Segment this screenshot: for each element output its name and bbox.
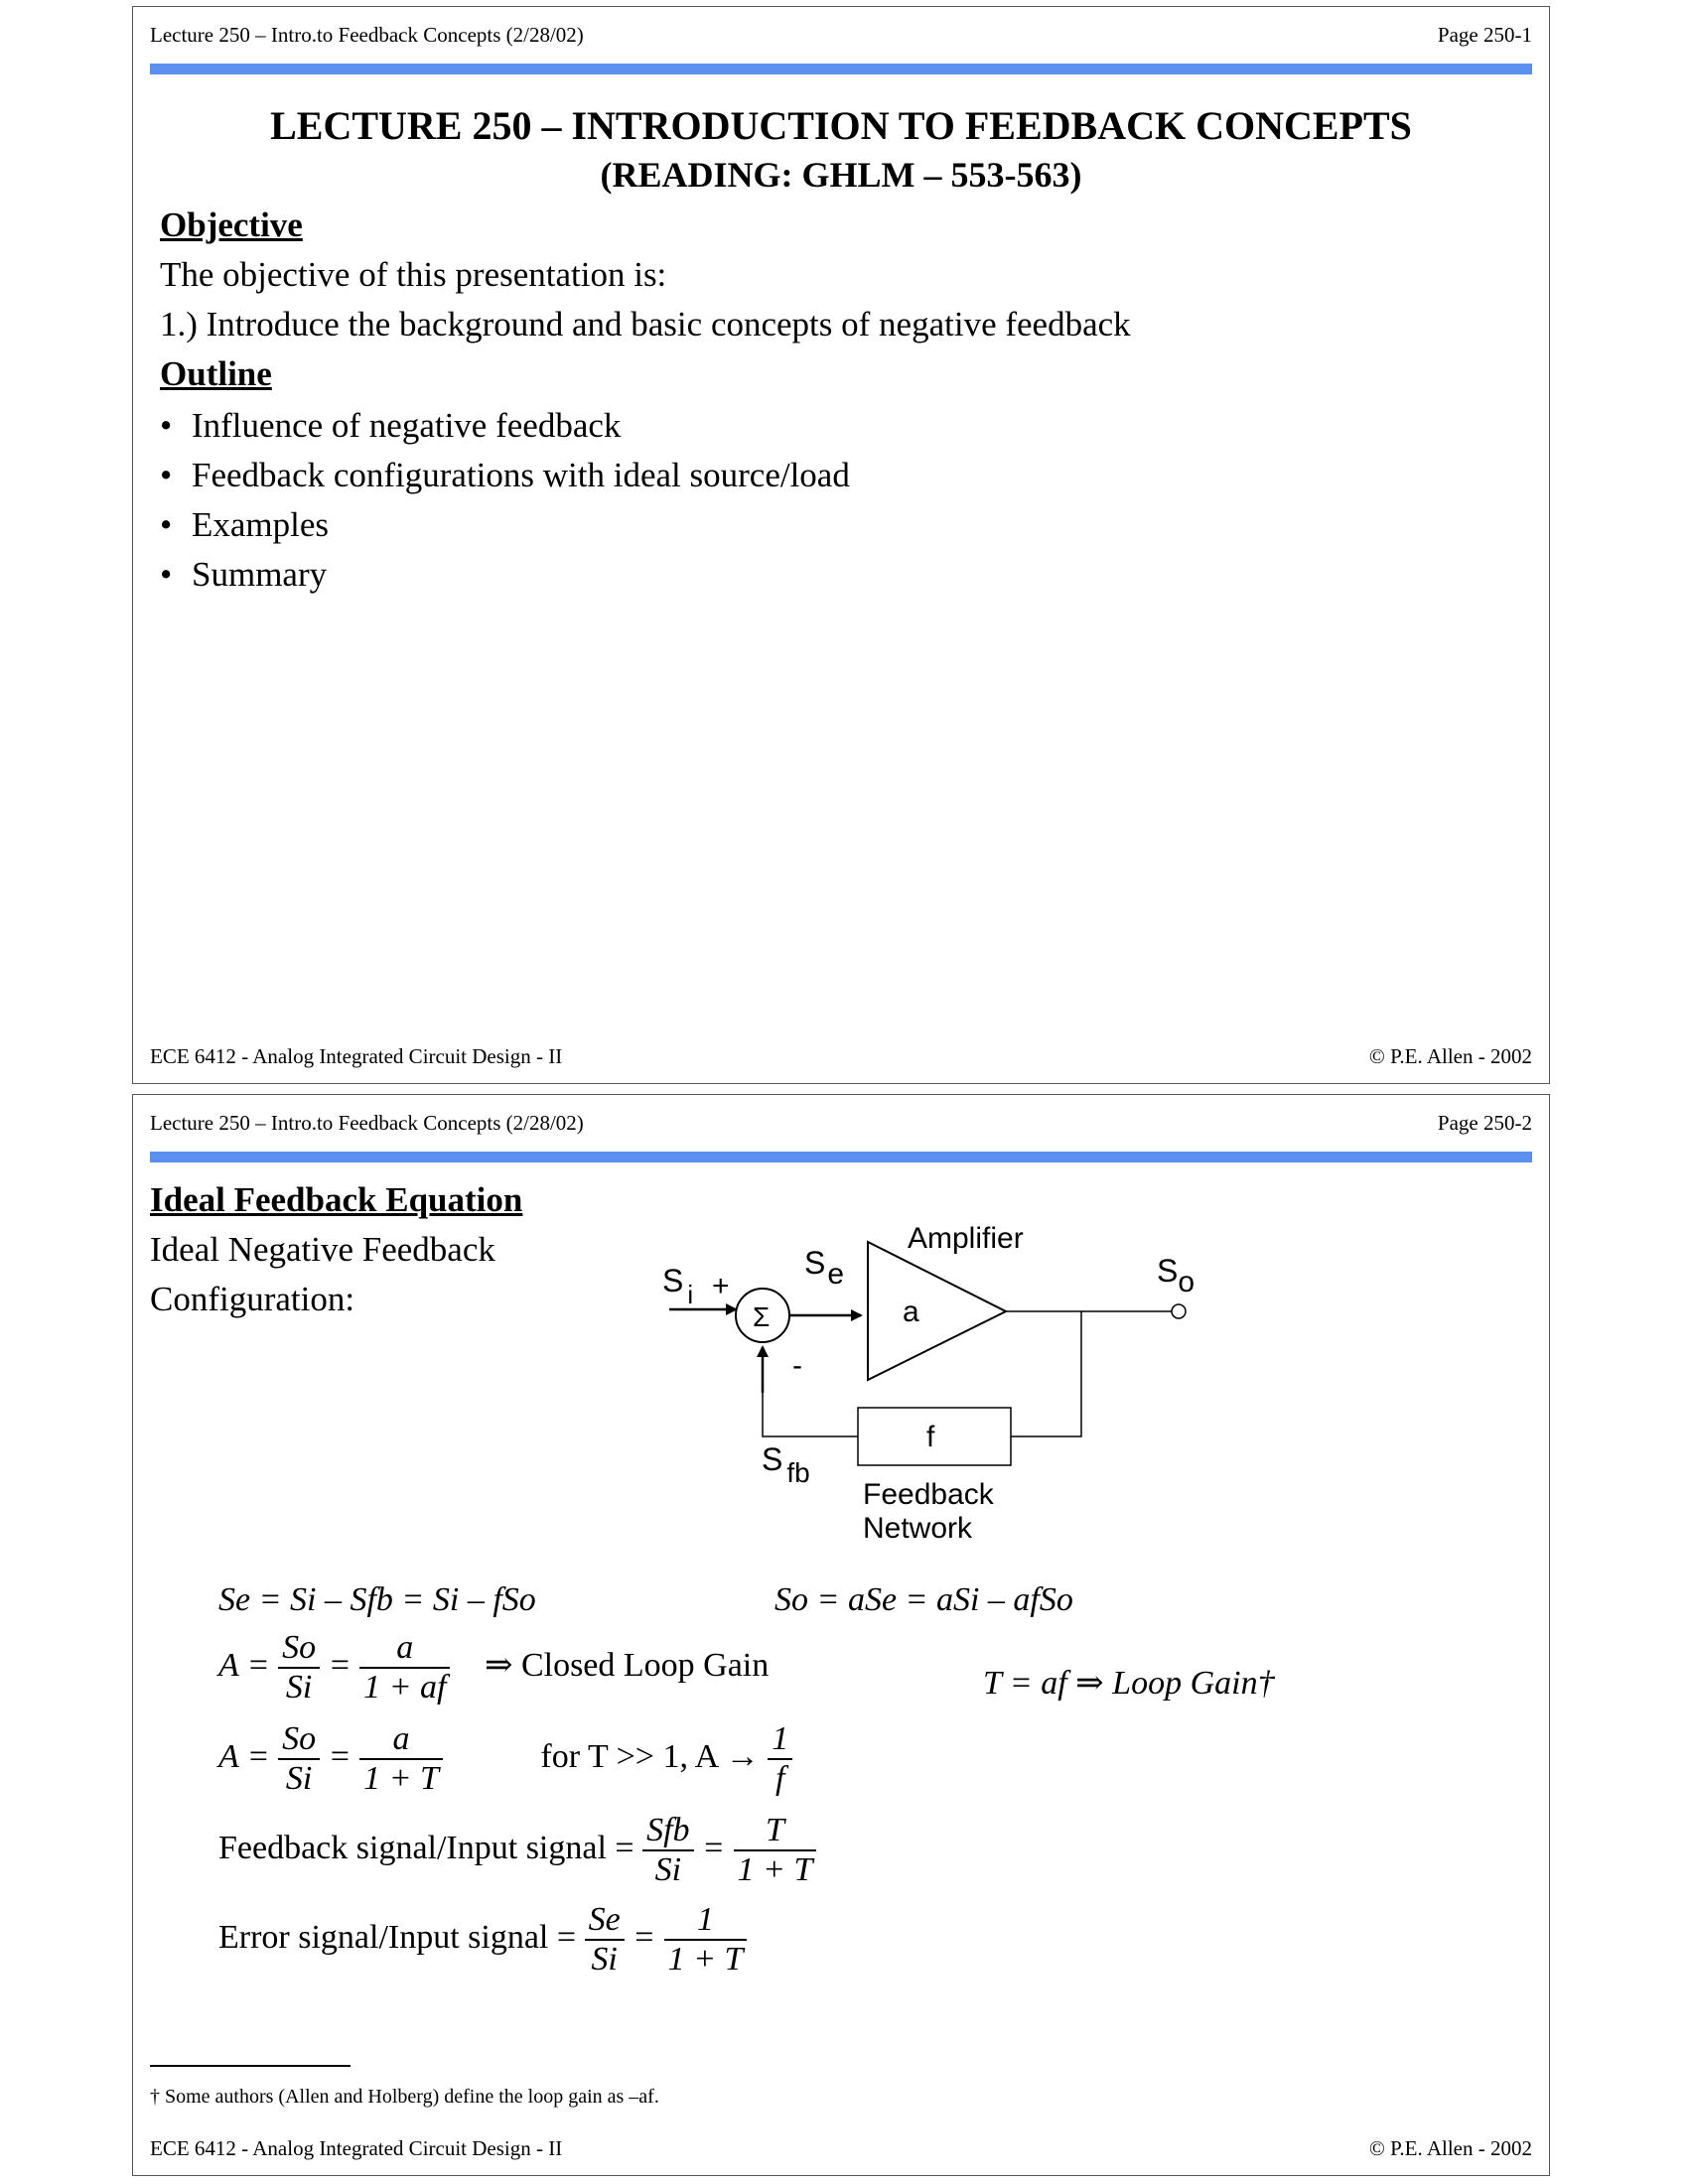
objective-item: 1.) Introduce the background and basic concepts of negative feedback [160, 305, 1131, 343]
list-item: • Examples [160, 505, 330, 544]
slide-1 [132, 6, 1550, 1084]
equation-error-signal: Se = Si – Sfb = Si – fSo [218, 1581, 536, 1618]
slide-header-left: Lecture 250 – Intro.to Feedback Concepts (2/28/02) [150, 23, 584, 47]
list-item: • Summary [160, 555, 328, 594]
feedback-label: S fb [762, 1441, 810, 1488]
feedback-wire [1011, 1311, 1081, 1436]
objective-heading: Objective [160, 205, 303, 244]
gain-label: a [903, 1296, 919, 1328]
copyright: © P.E. Allen - 2002 [1368, 1044, 1532, 1068]
lecture-title: LECTURE 250 – INTRODUCTION TO FEEDBACK CONCEPTS [270, 103, 1412, 148]
header-bar [150, 64, 1532, 74]
footnote-rule [150, 2065, 351, 2067]
amplifier-label: Amplifier [908, 1222, 1024, 1255]
section-heading: Ideal Feedback Equation [150, 1180, 523, 1219]
input-label: S $_i$ [662, 1263, 694, 1309]
page-number: Page 250-2 [1437, 1111, 1532, 1135]
intro-line-1: Ideal Negative Feedback [150, 1230, 495, 1269]
feedback-block-label: f [926, 1421, 935, 1453]
feedback-block-diagram [133, 1095, 1551, 1552]
slide-footer-left: ECE 6412 - Analog Integrated Circuit Design - II [150, 2136, 563, 2160]
output-terminal [1172, 1304, 1186, 1318]
outline-heading: Outline [160, 354, 272, 393]
plus-sign: + [712, 1270, 730, 1302]
equation-output-signal: So = aSe = aSi – afSo [774, 1581, 1073, 1618]
copyright: © P.E. Allen - 2002 [1368, 2136, 1532, 2160]
slide-header-left: Lecture 250 – Intro.to Feedback Concepts (2/28/02) [150, 1111, 584, 1135]
equation-closed-loop-gain: A = $\frac{So}{Si}$ = $\frac{a}{1 + af}$ ⇒ Closed Loop Gain [218, 1629, 770, 1706]
output-label: So [1157, 1253, 1196, 1298]
summer-symbol: Σ [753, 1301, 771, 1332]
slide-2 [132, 1094, 1550, 2176]
objective-text: The objective of this presentation is: [160, 255, 667, 294]
slide-footer-left: ECE 6412 - Analog Integrated Circuit Design - II [150, 1044, 563, 1068]
intro-line-2: Configuration: [150, 1280, 355, 1318]
amplifier-triangle [868, 1242, 1006, 1380]
equation-feedback-ratio: Feedback signal/Input signal = $\frac{\text{Sfb}}{Si}$ = $\frac{T}{1 + T}$ [218, 1812, 816, 1889]
list-item: • Influence of negative feedback [160, 406, 622, 445]
equation-gain-approx: A = $\frac{So}{Si}$ = $\frac{a}{1 + T}$ for T >> 1, A → $\frac{1}{f}$ [218, 1720, 792, 1798]
list-item: • Feedback configurations with ideal source/load [160, 456, 850, 494]
equation-error-ratio: Error signal/Input signal = $\frac{Se}{Si}$ = $\frac{1}{1 + T}$ [218, 1901, 747, 1979]
feedback-return-wire [763, 1358, 858, 1436]
error-label: Se [804, 1245, 845, 1291]
page-number: Page 250-1 [1437, 23, 1532, 47]
reading-subtitle: (READING: GHLM – 553-563) [600, 155, 1082, 195]
network-label-1: Feedback [863, 1478, 994, 1511]
network-label-2: Network [863, 1512, 973, 1545]
minus-sign: - [792, 1349, 802, 1382]
equation-loop-gain: T = af ⇒ Loop Gain† [983, 1665, 1275, 1702]
footnote: † Some authors (Allen and Holberg) define the loop gain as –af. [150, 2086, 659, 2108]
